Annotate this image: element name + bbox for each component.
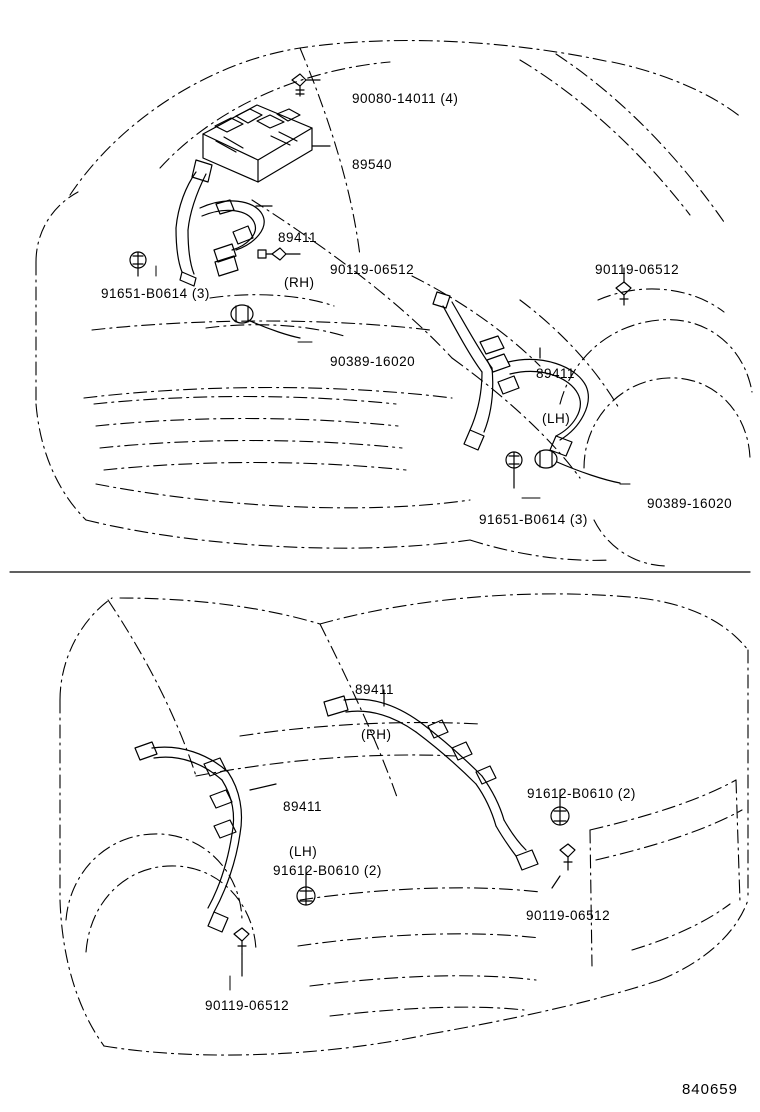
label-text: 90119-06512 xyxy=(526,908,611,923)
label-89411-rh-upper xyxy=(278,200,317,320)
label-90119-06512-lower-left xyxy=(188,983,289,1028)
label-91612-b0610-lower-right xyxy=(510,771,636,816)
label-text: 89411 xyxy=(278,230,318,245)
label-text: 91651-B0614 (3) xyxy=(101,286,210,301)
label-91612-b0610-lower-left xyxy=(256,848,382,893)
label-text: 90389-16020 xyxy=(647,496,733,511)
label-text: 91612-B0610 (2) xyxy=(273,863,382,878)
label-sub: (LH) xyxy=(289,844,318,859)
label-90389-16020-upper-right xyxy=(630,481,732,526)
label-90119-06512-lower-right xyxy=(509,893,610,938)
label-sub: (RH) xyxy=(361,727,392,742)
label-89411-lh-upper xyxy=(536,336,575,456)
label-90389-16020-upper-center xyxy=(313,339,415,384)
label-text: 90119-06512 xyxy=(205,998,290,1013)
label-90119-06512-upper-left xyxy=(313,247,414,292)
label-text: 90119-06512 xyxy=(330,262,415,277)
label-text: 90080-14011 (4) xyxy=(352,91,459,106)
label-text: 89411 xyxy=(283,799,323,814)
label-text: 91612-B0610 (2) xyxy=(527,786,636,801)
label-text: 90119-06512 xyxy=(595,262,680,277)
label-text: 89411 xyxy=(536,366,576,381)
label-89540 xyxy=(335,142,392,187)
label-91651-b0614-upper-right xyxy=(462,497,588,542)
label-text: 91651-B0614 (3) xyxy=(479,512,588,527)
label-sub: (LH) xyxy=(542,411,571,426)
label-89411-rh-lower xyxy=(355,652,394,772)
label-90080-14011 xyxy=(335,76,458,121)
label-sub: (RH) xyxy=(284,275,315,290)
label-text: 90389-16020 xyxy=(330,354,416,369)
label-text: 89540 xyxy=(352,157,393,172)
label-90119-06512-upper-right xyxy=(578,247,679,292)
diagram-id: 840659 xyxy=(681,1081,738,1098)
label-91651-b0614-upper-left xyxy=(84,271,210,316)
label-text: 89411 xyxy=(355,682,395,697)
